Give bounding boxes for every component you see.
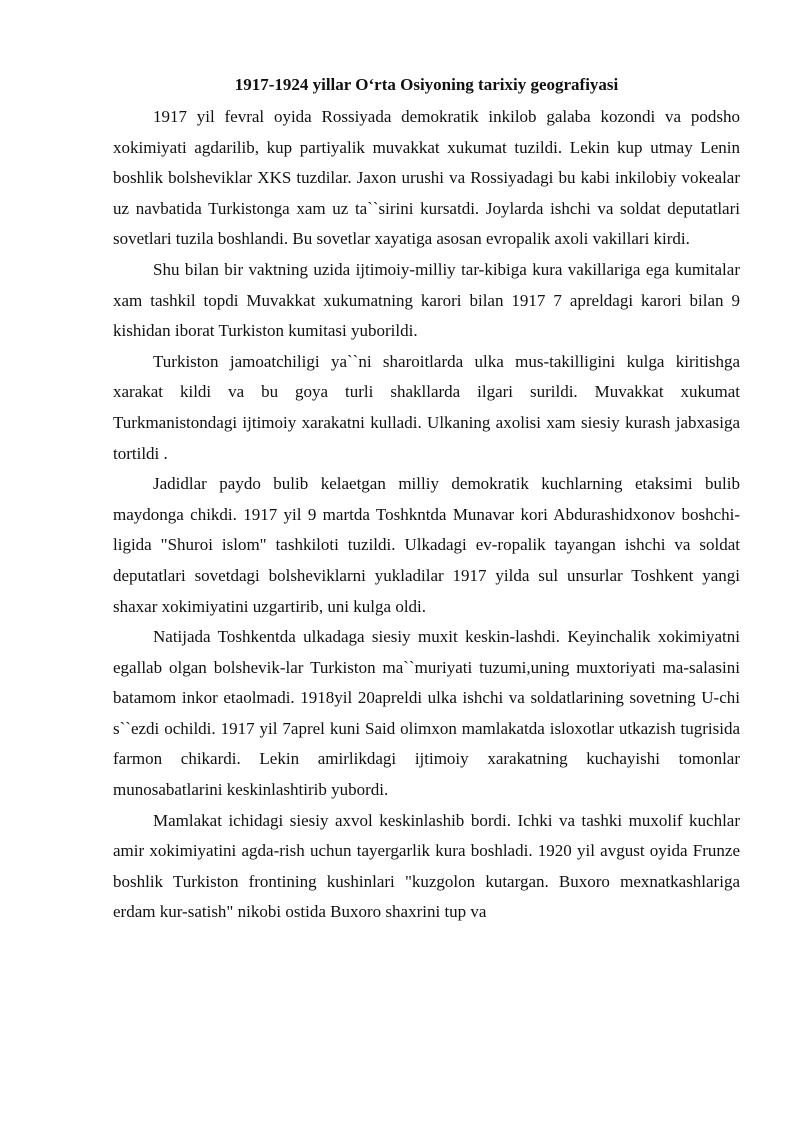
document-page xyxy=(113,70,740,928)
paragraph-1: 1917 yil fevral oyida Rossiyada demokratik inkilob galaba kozondi va podsho xokimiyati agdarilib, kup partiyalik muvakkat xukumat tuzildi. Lekin kup utmay Lenin boshlik bolsheviklar XKS tuzdilar. Jaxon urushi va Rossiyadagi bu kabi inkilobiy vokealar uz navbatida Turkistonga xam uz ta``sirini kursatdi. Joylarda ishchi va soldat deputatlari sovetlari tuzila boshlandi. Bu sovetlar xayatiga asosan evropalik axoli vakillari kirdi. xyxy=(113,107,740,249)
paragraph-5: Natijada Toshkentda ulkadaga siesiy muxit keskin-lashdi. Keyinchalik xokimiyatni egallab olgan bolshevik-lar Turkiston ma``muriyati tuzumi,uning muxtoriyati ma-salasini batamom inkor etaolmadi. 1918yil 20apreldi ulka ishchi va soldatlarining sovetning U-chi s``ezdi ochildi. 1917 yil 7aprel kuni Said olimxon mamlakatda isloxotlar utkazish tugrisida farmon chikardi. Lekin amirlikdagi ijtimoiy xarakatning kuchayishi tomonlar munosabatlarini keskinlashtirib yubordi. xyxy=(113,627,740,800)
paragraph-4: Jadidlar paydo bulib kelaetgan milliy demokratik kuchlarning etaksimi bulib maydonga chikdi. 1917 yil 9 martda Toshkntda Munavar kori Abdurashidxonov boshchi-ligida "Shuroi islom" tashkiloti tuzildi. Ulkadagi ev-ropalik tayangan ishchi va soldat deputatlari sovetdagi bolsheviklarni yukladilar 1917 yilda sul unsurlar Toshkent yangi shaxar xokimiyatini uzgartirib, uni kulga oldi. xyxy=(113,474,740,616)
paragraph-6: Mamlakat ichidagi siesiy axvol keskinlashib bordi. Ichki va tashki muxolif kuchlar amir xokimiyatini agda-rish uchun tayergarlik kura boshladi. 1920 yil avgust oyida Frunze boshlik Turkiston frontining kushinlari "kuzgolon kutargan. Buxoro mexnatkashlariga erdam kur-satish" nikobi ostida Buxoro shaxrini tup va xyxy=(113,810,740,922)
paragraph-2: Shu bilan bir vaktning uzida ijtimoiy-milliy tar-kibiga kura vakillariga ega kumitalar xam tashkil topdi Muvakkat xukumatning karori bilan 1917 7 apreldagi karori bilan 9 kishidan iborat Turkiston kumitasi yuborildi. xyxy=(113,259,740,341)
paragraph-3: Turkiston jamoatchiligi ya``ni sharoitlarda ulka mus-takilligini kulga kiritishga xarakat kildi va bu goya turli shakllarda ilgari surildi. Muvakkat xukumat Turkmanistondagi ijtimoiy xarakatni kulladi. Ulkaning axolisi xam siesiy kurash jabxasiga tortildi . xyxy=(113,351,740,463)
document-title: 1917-1924 yillar O‘rta Osiyoning tarixiy geografiyasi xyxy=(234,75,619,94)
